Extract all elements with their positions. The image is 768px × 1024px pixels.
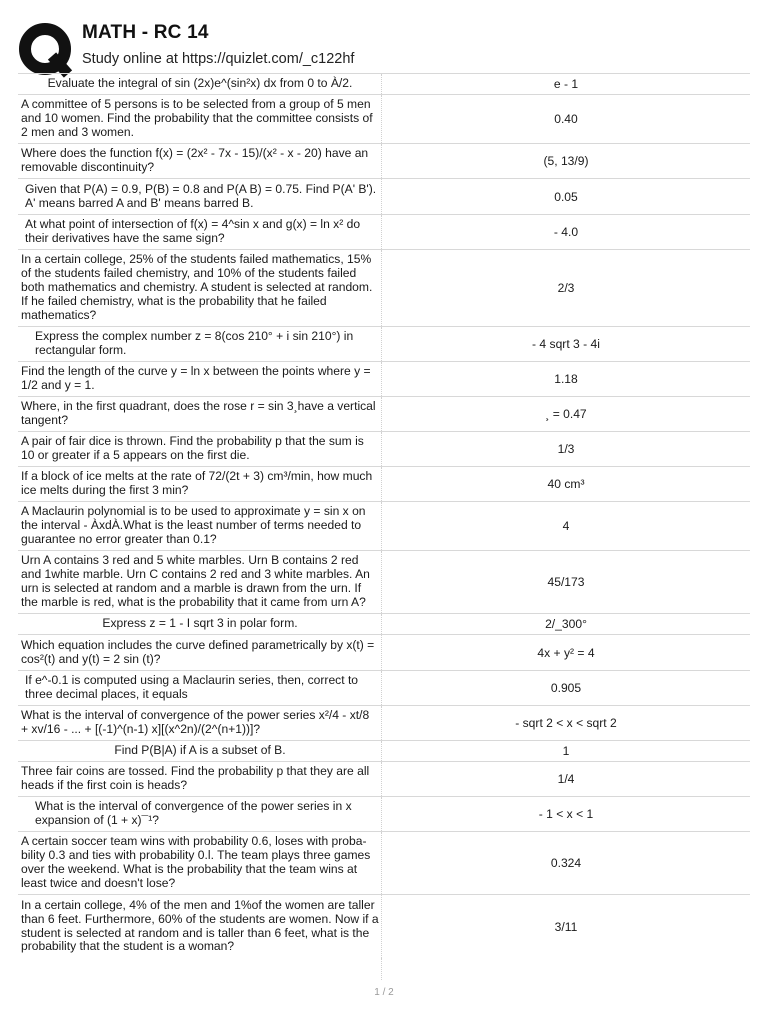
card-term: Express z = 1 - I sqrt 3 in polar form.: [102, 616, 298, 631]
card-term: Where, in the first quadrant, does the rose r = sin 3¸have a vertical tangent?: [21, 399, 376, 427]
card-definition: 1: [562, 744, 570, 758]
card-definition: 2/_300°: [545, 617, 587, 631]
card-definition: - 1 < x < 1: [538, 807, 594, 821]
card-term: Find P(B|A) if A is a subset of B.: [114, 743, 286, 758]
flashcard-row: [18, 740, 750, 761]
card-term: Evaluate the integral of sin (2x)e^(sin²x) dx from 0 to À/2.: [47, 76, 353, 91]
flashcard-row: [18, 214, 750, 249]
flashcard-row: [18, 705, 750, 740]
card-definition: 4x + y² = 4: [537, 645, 595, 660]
flashcard-row: [18, 396, 750, 431]
flashcard-row: [18, 894, 750, 958]
card-term: A Maclaurin polynomial is to be used to approximate y = sin x on the interval - ÀxdÀ.What is the least number of terms needed to guarantee no error greater than 0.1?: [21, 504, 366, 546]
flashcard-row: [18, 431, 750, 466]
card-term: If a block of ice melts at the rate of 72/(2t + 3) cm³/min, how much ice melts during the first 3 min?: [21, 469, 373, 497]
page-number: 1 / 2: [374, 987, 394, 998]
card-definition: 1/3: [557, 442, 575, 456]
card-definition: - 4.0: [553, 225, 579, 239]
card-term: In a certain college, 25% of the students failed mathematics, 15% of the students failed chemistry, and 10% of the students failed both mathematics and chemistry. A student is selected at random. If he failed chemistry, what is the probability that he failed mathematics?: [21, 252, 373, 322]
card-term: Three fair coins are tossed. Find the probability p that they are all heads if the first coin is heads?: [21, 764, 370, 792]
card-term: Which equation includes the curve defined parametrically by x(t) = cos²(t) and y(t) = 2 sin (t)?: [21, 637, 375, 666]
card-term: Express the complex number z = 8(cos 210° + i sin 210°) in rectangular form.: [35, 329, 354, 357]
page-title: MATH - RC 14: [82, 22, 209, 43]
flashcard-row: [18, 73, 750, 94]
card-definition: 3/11: [554, 919, 578, 934]
flashcard-row: [18, 550, 750, 613]
flashcard-row: [18, 361, 750, 396]
card-term: Find the length of the curve y = ln x between the points where y = 1/2 and y = 1.: [21, 364, 371, 392]
card-definition: - 4 sqrt 3 - 4i: [532, 337, 600, 351]
card-term: A pair of fair dice is thrown. Find the probability p that the sum is 10 or greater if a 5 appears on the first die.: [21, 434, 364, 462]
flashcard-list: [18, 73, 750, 980]
flashcard-row: [18, 634, 750, 670]
study-link[interactable]: Study online at https://quizlet.com/_c122hf: [82, 51, 355, 67]
card-definition: 1.18: [554, 372, 578, 386]
flashcard-row: [18, 178, 750, 214]
card-definition: 40 cm³: [547, 477, 585, 491]
card-definition: - sqrt 2 < x < sqrt 2: [515, 716, 617, 730]
card-definition: (5, 13/9): [543, 154, 589, 168]
card-term: Urn A contains 3 red and 5 white marbles. Urn B contains 2 red and 1white marble. Urn C contains 2 red and 3 white marbles. An urn is selected at random and a marble is drawn from the urn. If the marble is red, what is the probability that it came from urn A?: [21, 553, 370, 609]
card-definition: 1/4: [557, 772, 575, 786]
card-definition: 4: [562, 519, 570, 533]
card-term: If e^-0.1 is computed using a Maclaurin series, then, correct to three decimal places, it equals: [25, 673, 359, 701]
card-definition: 0.05: [554, 189, 578, 204]
flashcard-row: [18, 249, 750, 326]
list-spacer: [18, 958, 750, 980]
flashcard-row: [18, 143, 750, 178]
flashcard-row: [18, 501, 750, 550]
flashcard-row: [18, 796, 750, 831]
page-header: [18, 18, 758, 74]
flashcard-row: [18, 613, 750, 634]
card-definition: 45/173: [547, 575, 585, 589]
card-term: In a certain college, 4% of the men and 1%of the women are taller than 6 feet. Furthermore, 60% of the students are women. Now if a student is selected at random and is taller than 6 feet, what is the probability that the student is a woman?: [21, 897, 379, 954]
flashcard-row: [18, 831, 750, 894]
quizlet-logo-icon: [18, 22, 74, 78]
card-definition: 2/3: [557, 281, 575, 295]
flashcard-row: [18, 761, 750, 796]
card-term: Given that P(A) = 0.9, P(B) = 0.8 and P(A B) = 0.75. Find P(A' B'). A' means barred A and B' means barred B.: [25, 181, 377, 210]
card-term: Where does the function f(x) = (2x² - 7x - 15)/(x² - x - 20) have an removable discontinuity?: [21, 146, 369, 174]
flashcard-row: [18, 670, 750, 705]
card-definition: 0.324: [550, 856, 582, 870]
flashcard-row: [18, 326, 750, 361]
card-term: What is the interval of convergence of the power series in x expansion of (1 + x)¯¹?: [35, 799, 352, 827]
card-definition: 0.40: [554, 112, 578, 126]
card-definition: e - 1: [553, 77, 579, 91]
card-term: A committee of 5 persons is to be selected from a group of 5 men and 10 women. Find the probability that the committee consists of 2 men and 3 women.: [21, 97, 373, 139]
card-definition: ¸ = 0.47: [545, 407, 587, 421]
card-term: A certain soccer team wins with probability 0.6, loses with proba-bility 0.3 and ties with probability 0.l. The team plays three games over the weekend. What is the probability that the team wins at least twice and doesn't lose?: [21, 834, 371, 890]
card-definition: 0.905: [550, 681, 582, 695]
flashcard-row: [18, 466, 750, 501]
flashcard-row: [18, 94, 750, 143]
card-term: What is the interval of convergence of the power series x²/4 - xt/8 + xv/16 - ... + [(-1)^(n-1) x][(x^2n)/(2^(n+1))]?: [21, 708, 370, 736]
card-term: At what point of intersection of f(x) = 4^sin x and g(x) = ln x² do their derivatives have the same sign?: [25, 217, 361, 245]
